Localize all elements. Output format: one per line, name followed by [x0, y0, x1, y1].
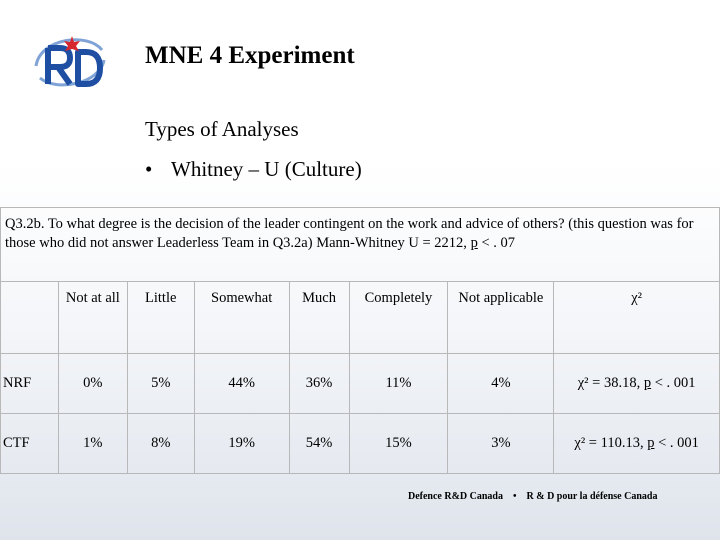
- row-label: NRF: [1, 354, 59, 414]
- slide-subtitle: Types of Analyses: [145, 117, 299, 141]
- cell-not-applicable: 4%: [448, 354, 554, 414]
- slide-title: MNE 4 Experiment: [145, 42, 355, 69]
- cell-chi-square: [554, 354, 720, 414]
- stat-pre: χ² = 110.13,: [574, 435, 648, 451]
- header-completely: Completely: [349, 282, 448, 354]
- header-not-applicable: Not applicable: [448, 282, 554, 354]
- stat-p: p: [643, 375, 652, 391]
- cell-not-at-all: 0%: [58, 354, 127, 414]
- cell-completely: 15%: [349, 414, 448, 474]
- bullet-text: Whitney – U (Culture): [171, 157, 362, 181]
- question-tail: < . 07: [477, 235, 515, 251]
- question-p: p: [470, 235, 478, 251]
- bullet-item: [145, 157, 362, 182]
- stat-post: < . 001: [651, 375, 696, 391]
- cell-much: 54%: [289, 414, 349, 474]
- footer-right: R & D pour la défense Canada: [526, 491, 658, 502]
- results-table: [0, 207, 720, 474]
- header-row: [1, 282, 720, 354]
- stat-post: < . 001: [654, 435, 699, 451]
- cell-not-at-all: 1%: [58, 414, 127, 474]
- cell-much: 36%: [289, 354, 349, 414]
- cell-not-applicable: 3%: [448, 414, 554, 474]
- header-empty: [1, 282, 59, 354]
- header-much: Much: [289, 282, 349, 354]
- stat-pre: χ² = 38.18,: [577, 375, 644, 391]
- cell-somewhat: 19%: [194, 414, 289, 474]
- cell-somewhat: 44%: [194, 354, 289, 414]
- bullet-dot: •: [145, 157, 153, 181]
- cell-little: 8%: [127, 414, 194, 474]
- stat-p: p: [647, 435, 655, 451]
- rd-logo: [30, 26, 110, 96]
- header-little: Little: [127, 282, 194, 354]
- question-cell: [1, 208, 720, 282]
- footer-separator: •: [513, 491, 517, 502]
- footer-left: Defence R&D Canada: [408, 491, 503, 502]
- cell-chi-square: [554, 414, 720, 474]
- table-row: [1, 414, 720, 474]
- cell-completely: 11%: [349, 354, 448, 414]
- question-text: Q3.2b. To what degree is the decision of the leader contingent on the work and advice of others? (this question was for those who did not answer Leaderless Team in Q3.2a) Mann-Whitney U = 2212,: [5, 216, 694, 251]
- header-chi-square: χ²: [554, 282, 720, 354]
- footer: [408, 491, 657, 502]
- header-somewhat: Somewhat: [194, 282, 289, 354]
- table-row: [1, 354, 720, 414]
- results-table-container: [0, 207, 720, 474]
- cell-little: 5%: [127, 354, 194, 414]
- row-label: CTF: [1, 414, 59, 474]
- header-not-at-all: Not at all: [58, 282, 127, 354]
